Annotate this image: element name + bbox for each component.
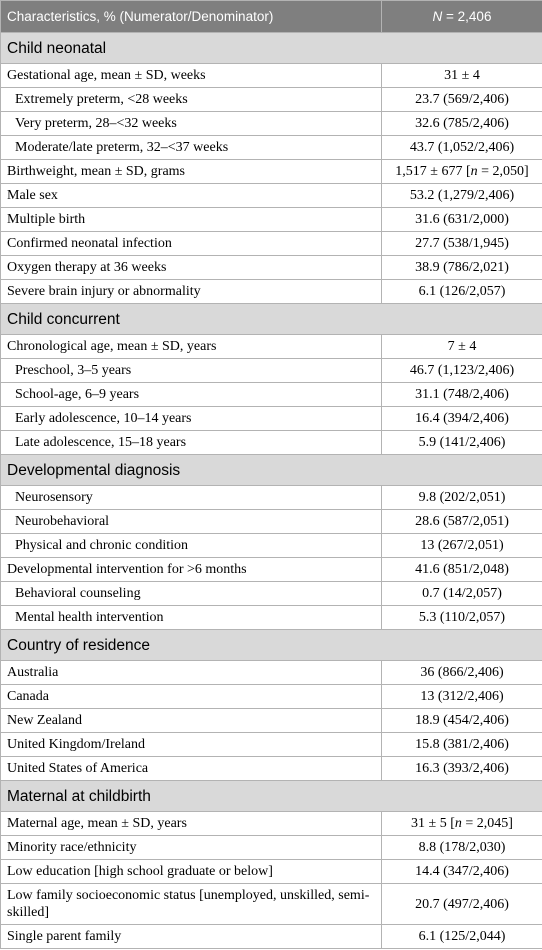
row-value: 7 ± 4	[382, 335, 542, 359]
row-label: Severe brain injury or abnormality	[1, 280, 382, 304]
row-value: 13 (267/2,051)	[382, 534, 542, 558]
table-header-row	[1, 1, 542, 33]
row-value: 0.7 (14/2,057)	[382, 582, 542, 606]
section-row	[1, 33, 542, 64]
row-value: 8.8 (178/2,030)	[382, 836, 542, 860]
table-row	[1, 256, 542, 280]
table-row	[1, 685, 542, 709]
row-label: United States of America	[1, 757, 382, 781]
value-prefix: 1,517 ± 677 [	[395, 164, 471, 179]
row-value: 5.3 (110/2,057)	[382, 606, 542, 630]
section-row	[1, 630, 542, 661]
table-row	[1, 812, 542, 836]
row-label: Male sex	[1, 184, 382, 208]
row-value: 9.8 (202/2,051)	[382, 486, 542, 510]
table-row	[1, 280, 542, 304]
row-value: 31.6 (631/2,000)	[382, 208, 542, 232]
row-value: 32.6 (785/2,406)	[382, 112, 542, 136]
row-label: Late adolescence, 15–18 years	[1, 431, 382, 455]
row-value: 5.9 (141/2,406)	[382, 431, 542, 455]
row-label: Low family socioeconomic status [unemployed, unskilled, semi-skilled]	[1, 884, 382, 925]
table-row	[1, 860, 542, 884]
table-row	[1, 836, 542, 860]
row-value: 20.7 (497/2,406)	[382, 884, 542, 925]
row-value	[382, 812, 542, 836]
row-value: 38.9 (786/2,021)	[382, 256, 542, 280]
table-row	[1, 709, 542, 733]
row-value: 28.6 (587/2,051)	[382, 510, 542, 534]
table-row	[1, 733, 542, 757]
table-row	[1, 136, 542, 160]
row-value: 53.2 (1,279/2,406)	[382, 184, 542, 208]
table-row	[1, 335, 542, 359]
table-row	[1, 661, 542, 685]
row-value: 36 (866/2,406)	[382, 661, 542, 685]
table-row	[1, 757, 542, 781]
table-row	[1, 510, 542, 534]
sample-size-header	[382, 1, 542, 33]
row-label: New Zealand	[1, 709, 382, 733]
table-row	[1, 64, 542, 88]
n-symbol: N	[432, 9, 443, 24]
table-row	[1, 112, 542, 136]
row-label: Maternal age, mean ± SD, years	[1, 812, 382, 836]
row-value	[382, 160, 542, 184]
row-label: Canada	[1, 685, 382, 709]
section-title: Maternal at childbirth	[1, 781, 542, 812]
row-value: 46.7 (1,123/2,406)	[382, 359, 542, 383]
row-label: Physical and chronic condition	[1, 534, 382, 558]
table-row	[1, 383, 542, 407]
row-label: Gestational age, mean ± SD, weeks	[1, 64, 382, 88]
section-title: Country of residence	[1, 630, 542, 661]
section-row	[1, 304, 542, 335]
row-label: Chronological age, mean ± SD, years	[1, 335, 382, 359]
table-row	[1, 208, 542, 232]
row-label: School-age, 6–9 years	[1, 383, 382, 407]
row-label: Preschool, 3–5 years	[1, 359, 382, 383]
table-row	[1, 359, 542, 383]
table-row	[1, 558, 542, 582]
value-suffix: = 2,050]	[477, 164, 529, 179]
row-label: Developmental intervention for >6 months	[1, 558, 382, 582]
row-value: 41.6 (851/2,048)	[382, 558, 542, 582]
table-row	[1, 486, 542, 510]
row-label: Early adolescence, 10–14 years	[1, 407, 382, 431]
row-value: 13 (312/2,406)	[382, 685, 542, 709]
section-title: Child neonatal	[1, 33, 542, 64]
table-row	[1, 232, 542, 256]
section-row	[1, 781, 542, 812]
table-row	[1, 925, 542, 949]
section-title: Child concurrent	[1, 304, 542, 335]
table-row	[1, 88, 542, 112]
row-label: Behavioral counseling	[1, 582, 382, 606]
n-value: = 2,406	[442, 9, 492, 24]
row-label: Neurosensory	[1, 486, 382, 510]
n-symbol: n	[454, 816, 462, 831]
row-value: 31.1 (748/2,406)	[382, 383, 542, 407]
row-value: 15.8 (381/2,406)	[382, 733, 542, 757]
row-value: 16.4 (394/2,406)	[382, 407, 542, 431]
row-label: Multiple birth	[1, 208, 382, 232]
row-label: United Kingdom/Ireland	[1, 733, 382, 757]
n-symbol: n	[470, 164, 478, 179]
table-row	[1, 407, 542, 431]
value-suffix: = 2,045]	[461, 816, 513, 831]
value-prefix: 31 ± 5 [	[411, 816, 455, 831]
row-label: Neurobehavioral	[1, 510, 382, 534]
row-value: 6.1 (125/2,044)	[382, 925, 542, 949]
row-label: Mental health intervention	[1, 606, 382, 630]
row-label: Minority race/ethnicity	[1, 836, 382, 860]
table-row	[1, 184, 542, 208]
row-label: Extremely preterm, <28 weeks	[1, 88, 382, 112]
table-row	[1, 582, 542, 606]
row-value: 43.7 (1,052/2,406)	[382, 136, 542, 160]
row-value: 6.1 (126/2,057)	[382, 280, 542, 304]
row-label: Birthweight, mean ± SD, grams	[1, 160, 382, 184]
row-value: 14.4 (347/2,406)	[382, 860, 542, 884]
row-label: Moderate/late preterm, 32–<37 weeks	[1, 136, 382, 160]
table-row	[1, 606, 542, 630]
row-value: 31 ± 4	[382, 64, 542, 88]
row-label: Oxygen therapy at 36 weeks	[1, 256, 382, 280]
row-label: Confirmed neonatal infection	[1, 232, 382, 256]
table-row	[1, 884, 542, 925]
section-title: Developmental diagnosis	[1, 455, 542, 486]
row-label: Single parent family	[1, 925, 382, 949]
table-row	[1, 431, 542, 455]
characteristics-header: Characteristics, % (Numerator/Denominator)	[1, 1, 382, 33]
row-value: 23.7 (569/2,406)	[382, 88, 542, 112]
row-label: Very preterm, 28–<32 weeks	[1, 112, 382, 136]
table-row	[1, 534, 542, 558]
row-label: Australia	[1, 661, 382, 685]
row-value: 18.9 (454/2,406)	[382, 709, 542, 733]
section-row	[1, 455, 542, 486]
table-row	[1, 160, 542, 184]
row-label: Low education [high school graduate or below]	[1, 860, 382, 884]
row-value: 16.3 (393/2,406)	[382, 757, 542, 781]
row-value: 27.7 (538/1,945)	[382, 232, 542, 256]
